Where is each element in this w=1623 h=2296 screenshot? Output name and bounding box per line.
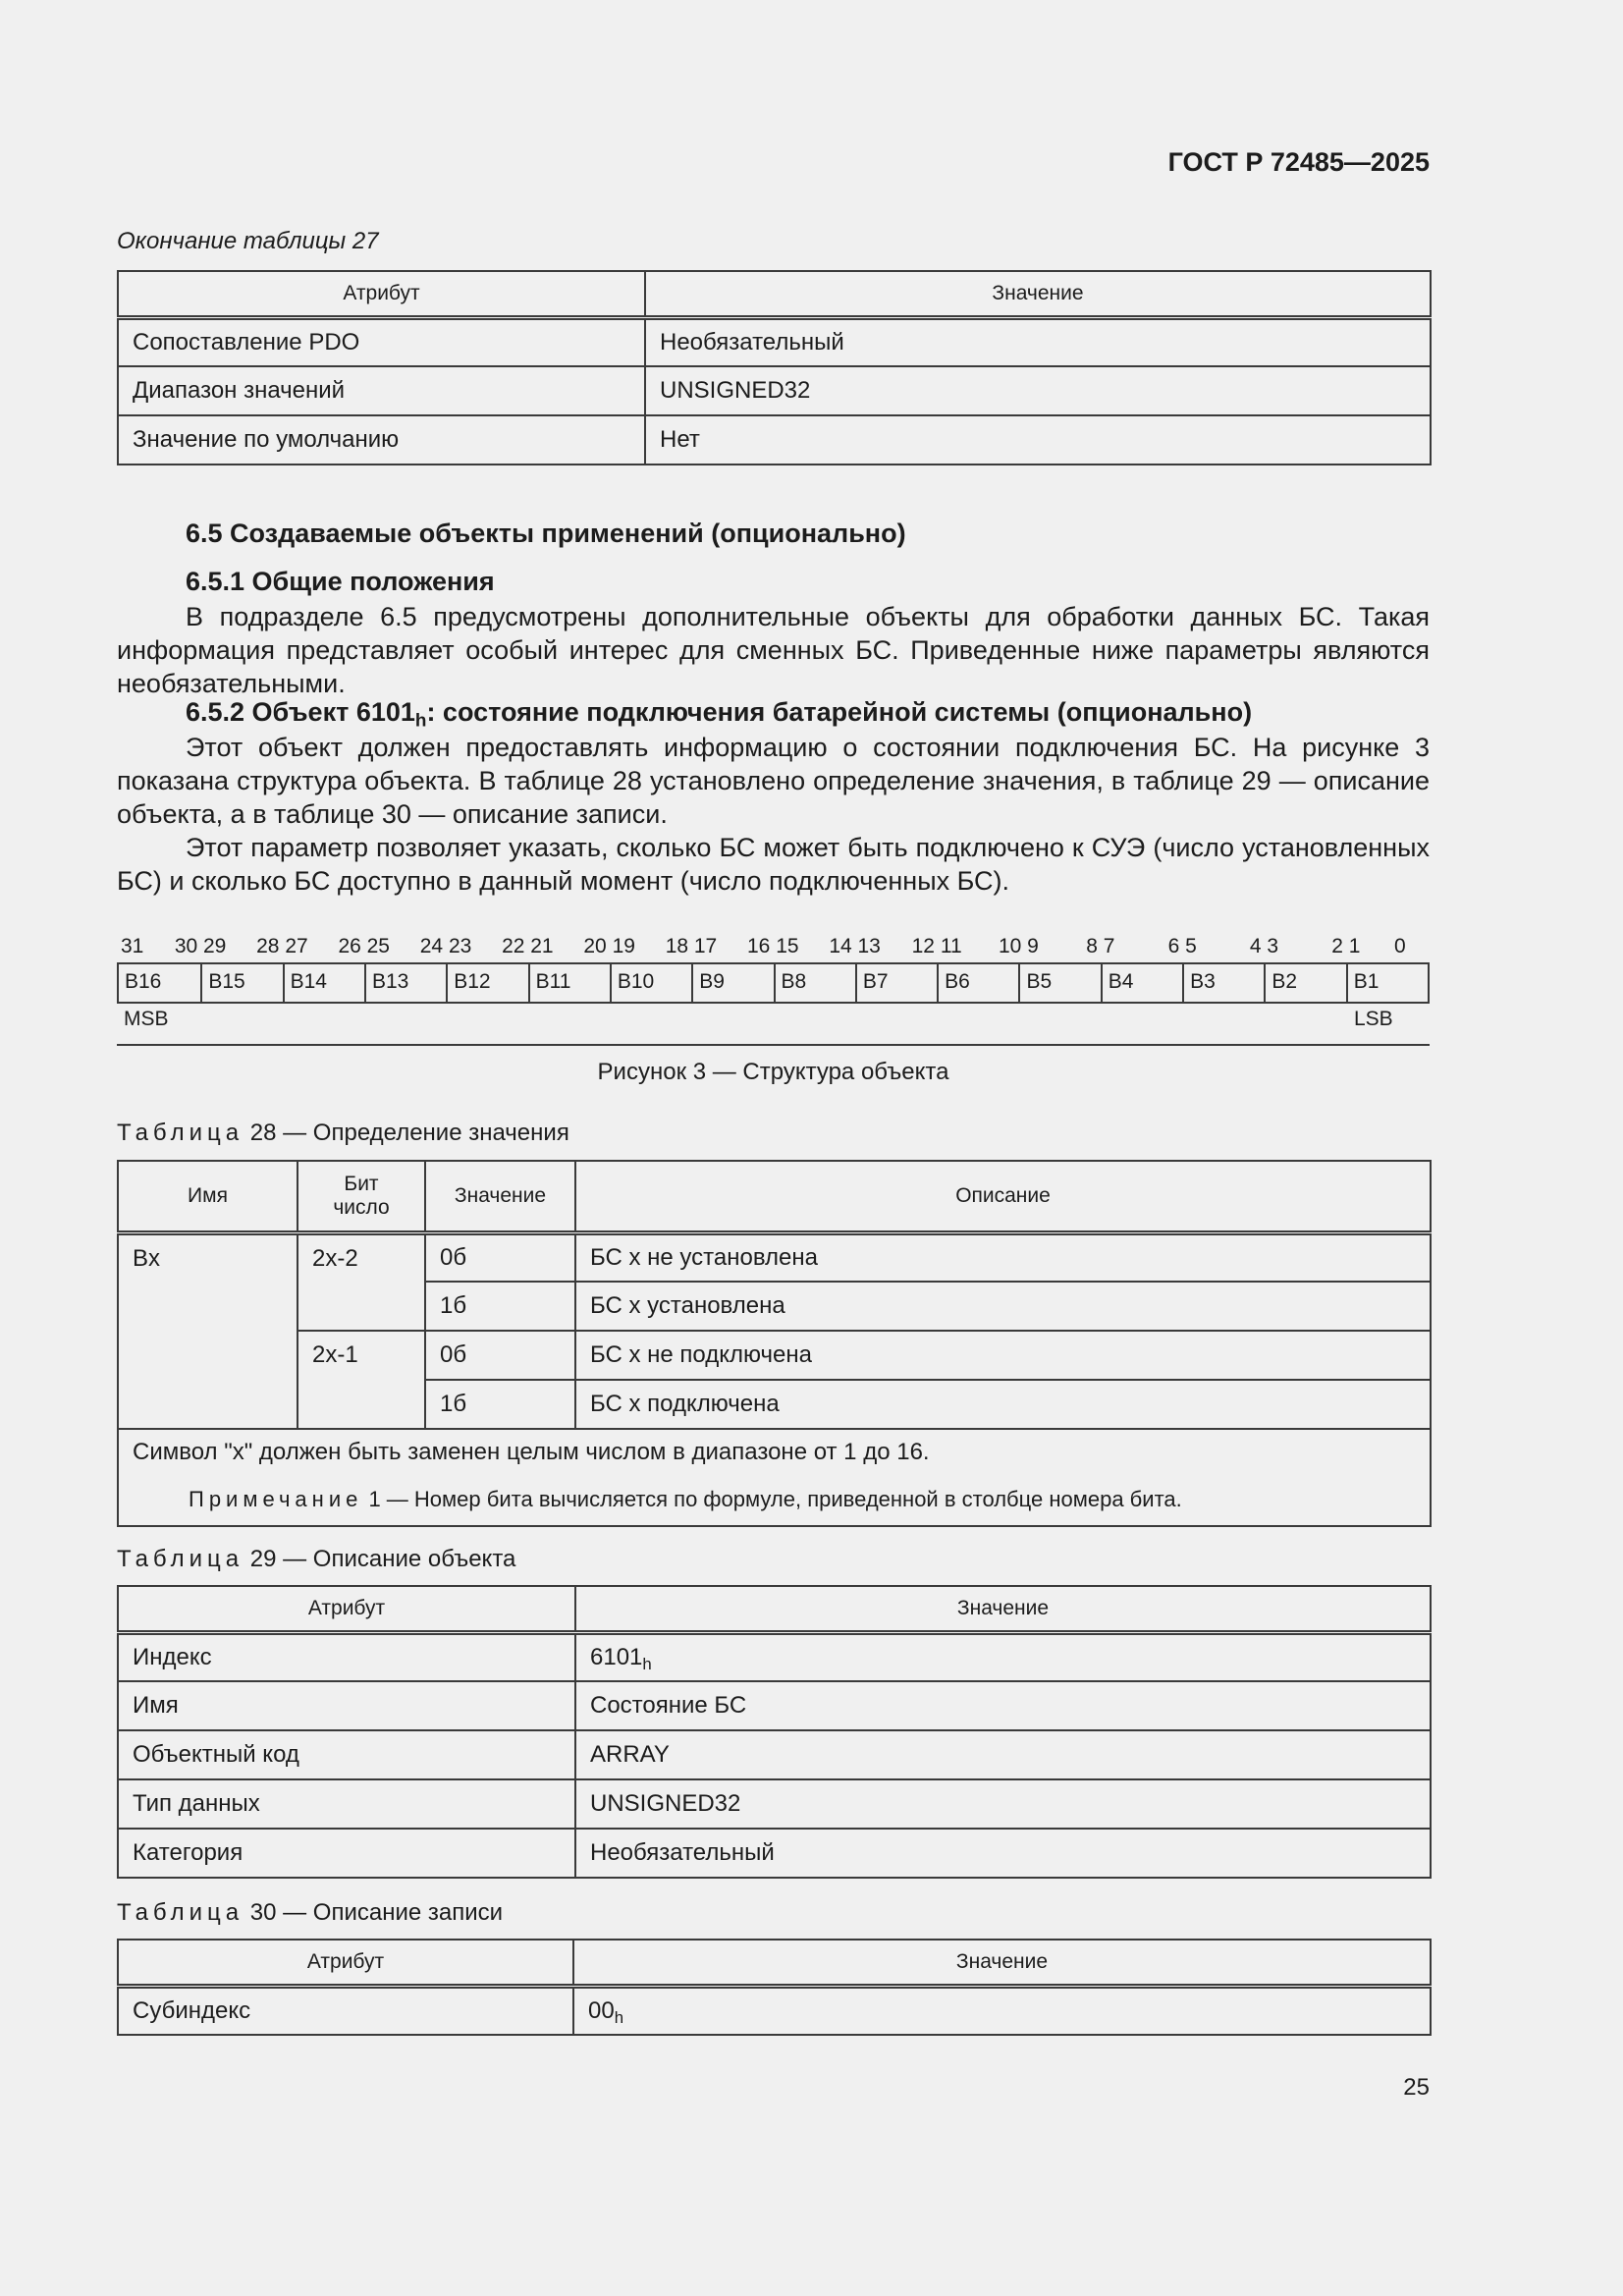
table-cell: БС x не подключена xyxy=(575,1331,1431,1380)
bit-number-label: 0 xyxy=(1394,935,1406,957)
table-cell: 2x-1 xyxy=(298,1331,425,1429)
table-row xyxy=(118,1232,1431,1282)
table-cell: UNSIGNED32 xyxy=(575,1779,1431,1829)
paragraph: Этот параметр позволяет указать, сколько БС может быть подключено к СУЭ (число установленных БС) и сколько БС доступно в данный момент (число подключенных БС). xyxy=(117,833,1430,896)
bit-number-label: 10 9 xyxy=(998,935,1039,957)
table-header-cell: Значение xyxy=(573,1940,1431,1986)
table-row xyxy=(118,366,1431,415)
bit-number-label: 14 13 xyxy=(829,935,881,957)
table-cell: 2x-2 xyxy=(298,1232,425,1331)
bit-cell: B14 xyxy=(283,964,364,1002)
table-cell: БС x установлена xyxy=(575,1282,1431,1331)
table-27 xyxy=(117,270,1432,465)
table-header-cell: Атрибут xyxy=(118,271,645,317)
table-cell: 0б xyxy=(425,1232,575,1282)
table-header-cell: Значение xyxy=(575,1586,1431,1632)
bit-cell: B9 xyxy=(691,964,773,1002)
page-number: 25 xyxy=(1403,2074,1430,2101)
table-header-cell: Атрибут xyxy=(118,1586,575,1632)
table-cell: $6101_h$ xyxy=(575,1632,1431,1681)
bit-structure-row xyxy=(117,962,1430,1004)
paragraph: В подразделе 6.5 предусмотрены дополнительные объекты для обработки данных БС. Такая информация представляет особый интерес для сменных БС. Приведенные ниже параметры являются необязательными. xyxy=(117,602,1430,698)
table-29-caption: Таблица 29 — Описание объекта xyxy=(117,1546,516,1572)
bit-number-label: 28 27 xyxy=(256,935,308,957)
table-cell: 1б xyxy=(425,1380,575,1429)
bit-number-label: 2 1 xyxy=(1331,935,1361,957)
table-cell: ARRAY xyxy=(575,1730,1431,1779)
figure-caption: Рисунок 3 — Структура объекта xyxy=(597,1059,949,1085)
bit-cell: B7 xyxy=(855,964,937,1002)
bit-cell: B8 xyxy=(774,964,855,1002)
table-footer-row xyxy=(118,1429,1431,1526)
table-cell: Необязательный xyxy=(645,317,1431,366)
bit-number-label: 4 3 xyxy=(1249,935,1279,957)
table-cell: Тип данных xyxy=(118,1779,575,1829)
table-header-cell: Значение xyxy=(425,1161,575,1232)
bit-cell: B10 xyxy=(610,964,691,1002)
table-header-cell: Атрибут xyxy=(118,1940,573,1986)
bit-number-label: 30 29 xyxy=(174,935,227,957)
bit-number-label: 20 19 xyxy=(583,935,635,957)
table-cell: Bx xyxy=(118,1232,298,1429)
table-30-caption: Таблица 30 — Описание записи xyxy=(117,1899,504,1926)
section-heading-6-5-2: 6.5.2 Объект $6101_h$: состояние подключения батарейной системы (опционально) xyxy=(186,697,1253,732)
table-header-cell: Бит число xyxy=(298,1161,425,1232)
table-cell: Состояние БС xyxy=(575,1681,1431,1730)
lsb-label: LSB xyxy=(1354,1008,1393,1030)
document-id: ГОСТ Р 72485—2025 xyxy=(1167,147,1430,177)
table-cell: БС x подключена xyxy=(575,1380,1431,1429)
table-row xyxy=(118,1730,1431,1779)
table-cell: Значение по умолчанию xyxy=(118,415,645,465)
table-28-caption: Таблица 28 — Определение значения xyxy=(117,1120,569,1146)
bit-cell: B2 xyxy=(1264,964,1345,1002)
table-cell: Нет xyxy=(645,415,1431,465)
table-cell: 1б xyxy=(425,1282,575,1331)
bit-number-label: 12 11 xyxy=(911,935,962,957)
bit-number-label: 31 xyxy=(121,935,144,957)
table-continuation-label: Окончание таблицы 27 xyxy=(117,228,379,254)
table-cell: Объектный код xyxy=(118,1730,575,1779)
table-note: Примечание 1 — Номер бита вычисляется по формуле, приведенной в столбце номера бита. xyxy=(189,1487,1182,1511)
bit-cell: B16 xyxy=(125,970,162,993)
bit-cell: B4 xyxy=(1101,964,1182,1002)
table-30 xyxy=(117,1939,1432,2036)
bit-number-label: 24 23 xyxy=(419,935,472,957)
table-row xyxy=(118,1986,1431,2035)
table-cell: UNSIGNED32 xyxy=(645,366,1431,415)
paragraph: Этот объект должен предоставлять информацию о состоянии подключения БС. На рисунке 3 показана структура объекта. В таблице 28 установлено определение значения, в таблице 29 — описание объекта, а в таблице 30 — описание записи. xyxy=(117,733,1430,829)
bit-cell: B6 xyxy=(937,964,1018,1002)
figure-divider xyxy=(117,1044,1430,1046)
bit-number-label: 26 25 xyxy=(338,935,390,957)
table-row xyxy=(118,1681,1431,1730)
bit-cell: B11 xyxy=(528,964,610,1002)
bit-number-label: 18 17 xyxy=(665,935,718,957)
bit-cell: B15 xyxy=(200,964,282,1002)
table-28 xyxy=(117,1160,1432,1527)
table-row xyxy=(118,1331,1431,1380)
table-row xyxy=(118,317,1431,366)
table-cell: Диапазон значений xyxy=(118,366,645,415)
bit-cell: B1 xyxy=(1346,964,1428,1002)
table-cell: 0б xyxy=(425,1331,575,1380)
bit-number-label: 8 7 xyxy=(1086,935,1115,957)
bit-cell: B5 xyxy=(1018,964,1100,1002)
table-cell: Сопоставление PDO xyxy=(118,317,645,366)
section-heading-6-5-1: 6.5.1 Общие положения xyxy=(186,567,495,596)
table-cell: $00_h$ xyxy=(573,1986,1431,2035)
table-header-cell: Описание xyxy=(575,1161,1431,1232)
bit-cell: B13 xyxy=(364,964,446,1002)
table-row xyxy=(118,415,1431,465)
table-header-cell: Имя xyxy=(118,1161,298,1232)
table-cell: Необязательный xyxy=(575,1829,1431,1878)
table-cell: Индекс xyxy=(118,1632,575,1681)
bit-cell: B12 xyxy=(446,964,527,1002)
bit-cell: B3 xyxy=(1182,964,1264,1002)
table-row xyxy=(118,1779,1431,1829)
table-29 xyxy=(117,1585,1432,1879)
bit-number-label: 22 21 xyxy=(502,935,554,957)
bit-number-label: 6 5 xyxy=(1167,935,1197,957)
table-cell: Субиндекс xyxy=(118,1986,573,2035)
table-footnote: Символ "x" должен быть заменен целым числом в диапазоне от 1 до 16. xyxy=(133,1439,930,1465)
table-header-cell: Значение xyxy=(645,271,1431,317)
table-cell: БС x не установлена xyxy=(575,1232,1431,1282)
bit-number-label: 16 15 xyxy=(747,935,799,957)
table-row xyxy=(118,1632,1431,1681)
msb-label: MSB xyxy=(124,1008,169,1030)
table-cell: Имя xyxy=(118,1681,575,1730)
table-cell: Категория xyxy=(118,1829,575,1878)
section-heading-6-5: 6.5 Создаваемые объекты применений (опционально) xyxy=(186,519,906,548)
table-row xyxy=(118,1829,1431,1878)
